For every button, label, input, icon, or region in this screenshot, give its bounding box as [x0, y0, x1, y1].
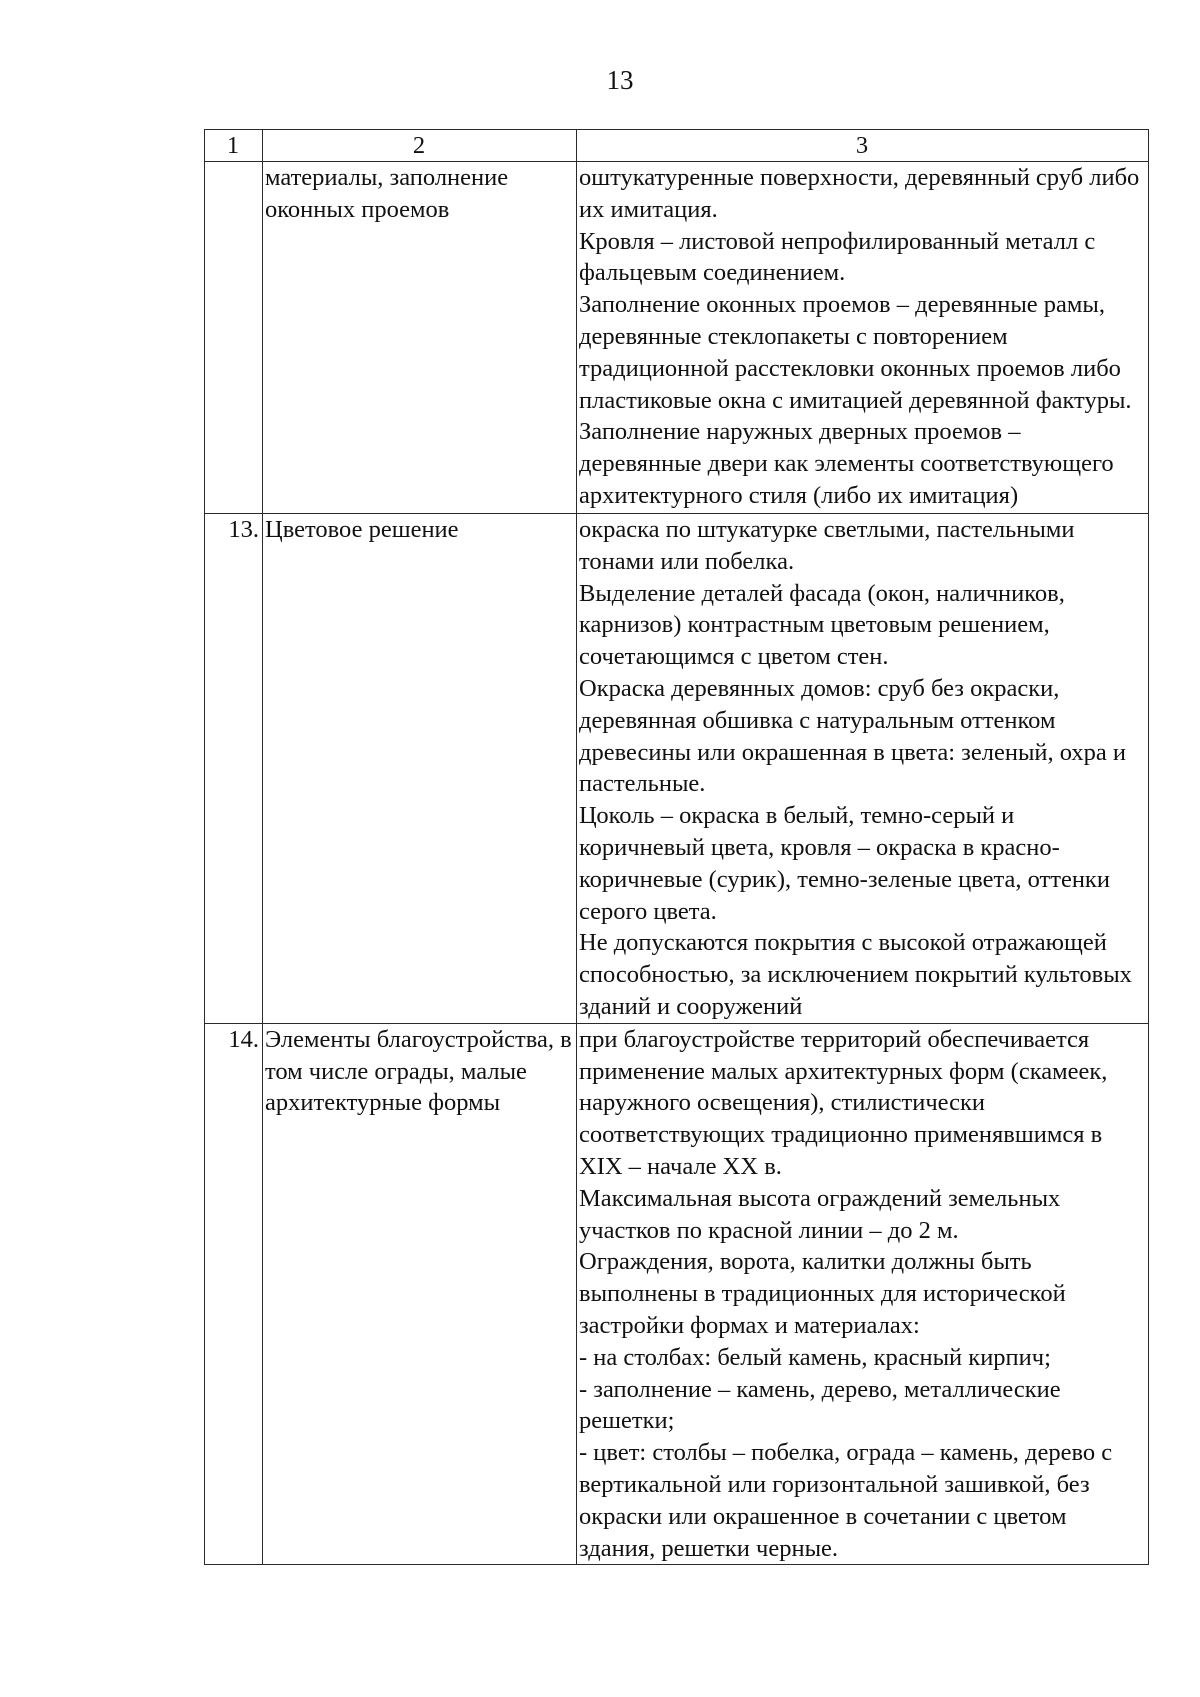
table-row [205, 162, 1149, 514]
row-name: Цветовое решение [263, 514, 577, 1024]
description-paragraph: оштукатуренные поверхности, деревянный сруб либо их имитация. [579, 164, 1140, 223]
table-header-row [205, 130, 1149, 162]
description-paragraph: Заполнение наружных дверных проемов – деревянные двери как элементы соответствующего архитектурного стиля (либо их имитация) [579, 418, 1114, 509]
row-description [577, 1023, 1149, 1565]
requirements-table [204, 129, 1149, 1565]
row-number: 13. [205, 514, 263, 1024]
description-paragraph: Не допускаются покрытия с высокой отражающей способностью, за исключением покрытий культовых зданий и сооружений [579, 929, 1132, 1020]
description-paragraph: - цвет: столбы – побелка, ограда – камень, дерево с вертикальной или горизонтальной зашивкой, без окраски или окрашенное в сочетании с цветом здания, решетки черные. [579, 1439, 1113, 1562]
page-number: 13 [606, 65, 634, 95]
table-row [205, 1023, 1149, 1565]
row-number [205, 162, 263, 514]
row-name: Элементы благоустройства, в том числе ограды, малые архитектурные формы [263, 1023, 577, 1565]
description-paragraph: Выделение деталей фасада (окон, наличников, карнизов) контрастным цветовым решением, сочетающимся с цветом стен. [579, 579, 1065, 671]
description-paragraph: Ограждения, ворота, калитки должны быть выполнены в традиционных для исторической застройки формах и материалах: [579, 1248, 1066, 1339]
description-paragraph: окраска по штукатурке светлыми, пастельными тонами или побелка. [579, 516, 1075, 575]
header-col-3: 3 [577, 130, 1149, 162]
row-description [577, 162, 1149, 514]
description-paragraph: Цоколь – окраска в белый, темно-серый и коричневый цвета, кровля – окраска в красно-коричневые (сурик), темно-зеленые цвета, оттенки серого цвета. [579, 802, 1110, 925]
description-paragraph: Окраска деревянных домов: сруб без окраски, деревянная обшивка с натуральным оттенком древесины или окрашенная в цвета: зеленый, охра и пастельные. [579, 674, 1127, 798]
description-paragraph: при благоустройстве территорий обеспечивается применение малых архитектурных форм (скамеек, наружного освещения), стилистически соответствующих традиционно применявшимся в XIX – начале XX в. [579, 1025, 1108, 1180]
header-col-1: 1 [205, 130, 263, 162]
description-paragraph: - на столбах: белый камень, красный кирпич; [579, 1343, 1051, 1371]
row-description [577, 514, 1149, 1024]
row-name: материалы, заполнение оконных проемов [263, 162, 577, 514]
description-paragraph: - заполнение – камень, дерево, металлические решетки; [579, 1375, 1061, 1435]
table-row [205, 514, 1149, 1024]
description-paragraph: Максимальная высота ограждений земельных участков по красной линии – до 2 м. [579, 1184, 1061, 1244]
description-paragraph: Кровля – листовой непрофилированный металл с фальцевым соединением. [579, 227, 1096, 287]
header-col-2: 2 [263, 130, 577, 162]
row-number: 14. [205, 1023, 263, 1565]
description-paragraph: Заполнение оконных проемов – деревянные рамы, деревянные стеклопакеты с повторением традиционной расстекловки оконных проемов либо пластиковые окна с имитацией деревянной фактуры. [579, 291, 1132, 414]
